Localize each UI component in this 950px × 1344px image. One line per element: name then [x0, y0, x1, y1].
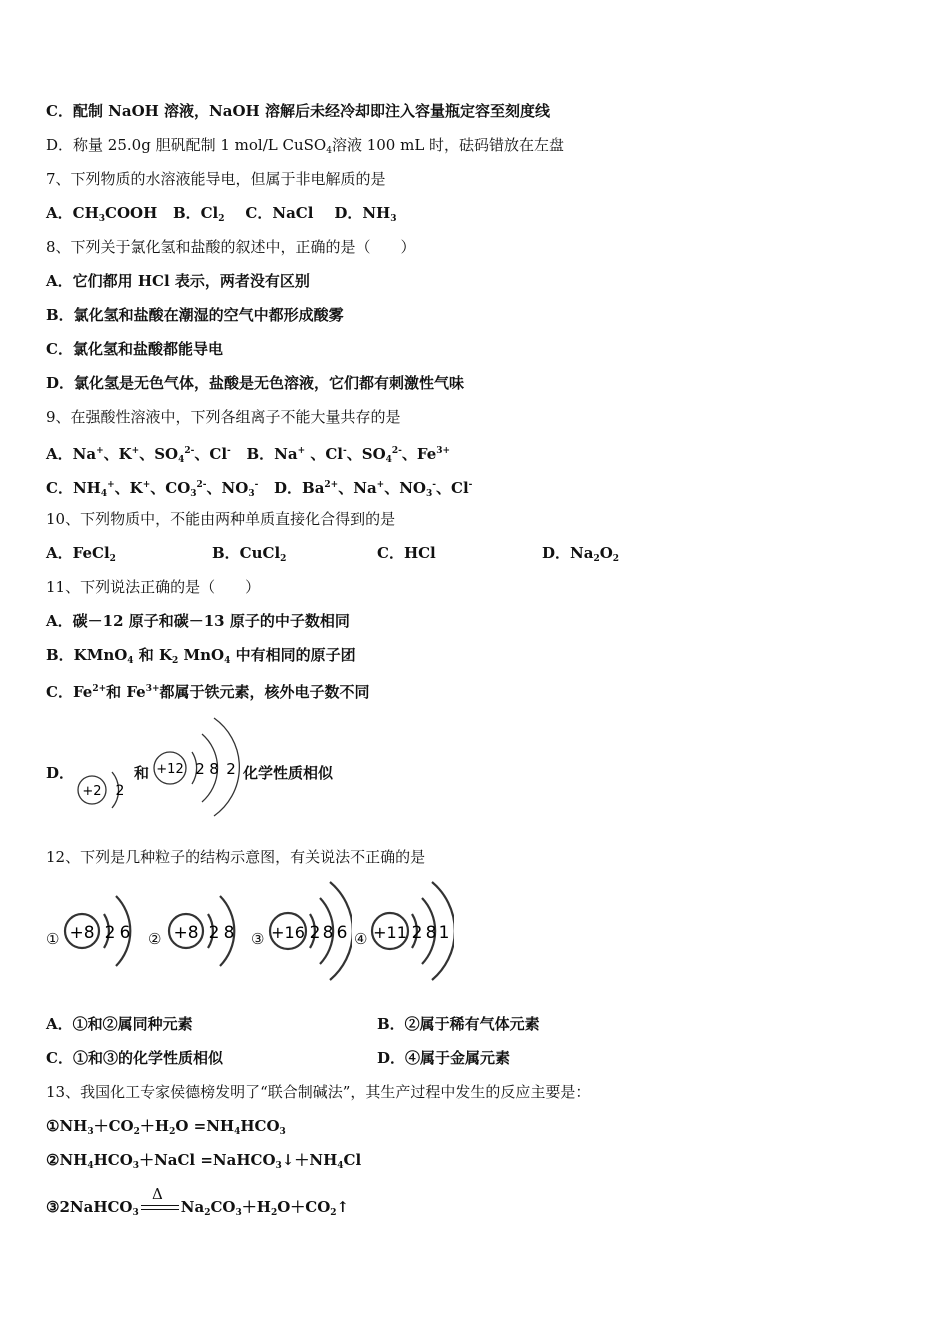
q10-option-d: D．$Na_2O_2$	[542, 544, 620, 564]
q10-option-c: C．HCl	[377, 544, 436, 562]
svg-text:+2: +2	[82, 784, 102, 799]
svg-text:1: 1	[438, 923, 450, 943]
svg-text:2: 2	[411, 923, 423, 943]
svg-text:+11: +11	[373, 923, 407, 942]
q13-stem: 13、我国化工专家侯德榜发明了“联合制碱法”，其生产过程中发生的反应主要是：	[46, 1083, 591, 1101]
q13-reaction-1: $①NH_3+CO_2+H_2O =NH_4HCO_3$	[46, 1117, 286, 1137]
svg-text:+12: +12	[156, 762, 184, 777]
q11-option-d-and: 和	[134, 764, 150, 782]
q10-option-a: A．FeCl$_2$	[46, 544, 116, 564]
svg-text:6: 6	[336, 923, 348, 943]
svg-text:2: 2	[195, 760, 205, 778]
q12-option-b: B．②属于稀有气体元素	[377, 1015, 540, 1033]
q12-label-3: ③	[251, 930, 265, 948]
q8-option-c: C．氯化氢和盐酸都能导电	[46, 340, 223, 358]
svg-text:2: 2	[226, 760, 236, 778]
svg-text:2: 2	[208, 923, 220, 943]
q11-option-c: C．$Fe^{2+}$和 $Fe^{3+}$都属于铁元素，核外电子数不同	[46, 683, 370, 701]
q12-option-d: D．④属于金属元素	[377, 1049, 511, 1067]
svg-text:+16: +16	[271, 923, 305, 942]
q11-option-d-label: D．	[46, 764, 75, 782]
svg-text:8: 8	[425, 923, 437, 943]
q9-options-cd: C．$NH_4^+$、K+、$CO_3^{2-}$、$NO_3^-$ D．$Ba^{2+}$、Na+、$NO_3^-$、Cl-	[46, 479, 473, 499]
svg-text:6: 6	[119, 923, 131, 943]
atom-diagram-helium	[72, 760, 132, 810]
q6-option-c: C．配制 NaOH 溶液，NaOH 溶解后未经冷却即注入容量瓶定容至刻度线	[46, 102, 550, 120]
q6-option-d: D．称量 25.0g 胆矾配制 1 mol/L CuSO$_4$溶液 100 mL 时，砝码错放在左盘	[46, 136, 565, 156]
svg-text:8: 8	[322, 923, 334, 943]
q7-stem: 7、下列物质的水溶液能导电，但属于非电解质的是	[46, 170, 386, 188]
svg-text:2: 2	[104, 923, 116, 943]
q11-option-a: A．碳－12 原子和碳－13 原子的中子数相同	[46, 612, 350, 630]
q9-stem: 9、在强酸性溶液中，下列各组离子不能大量共存的是	[46, 408, 401, 426]
q12-option-c: C．①和③的化学性质相似	[46, 1049, 223, 1067]
q12-stem: 12、下列是几种粒子的结构示意图，有关说法不正确的是	[46, 848, 426, 866]
q12-label-4: ④	[354, 930, 368, 948]
atom-diagram-sodium	[370, 878, 454, 986]
q10-stem: 10、下列物质中，不能由两种单质直接化合得到的是	[46, 510, 396, 528]
delta-heat-symbol: Δ	[152, 1185, 163, 1203]
q10-option-b: B．CuCl$_2$	[212, 544, 287, 564]
svg-text:2: 2	[309, 923, 321, 943]
svg-text:8: 8	[209, 760, 219, 778]
svg-text:+8: +8	[173, 923, 199, 943]
q7-options: A．$CH_3COOH$ B．$Cl_2$ C．NaCl D．$NH_3$	[46, 204, 397, 224]
svg-text:+8: +8	[69, 923, 95, 943]
atom-diagram-oxide-ion	[166, 888, 236, 978]
q12-label-1: ①	[46, 930, 60, 948]
q11-option-d-text: 化学性质相似	[243, 764, 334, 782]
q8-option-a: A．它们都用 HCl 表示，两者没有区别	[46, 272, 310, 290]
q11-option-b: B．KMnO$_4$ 和 $K_2$ MnO$_4$ 中有相同的原子团	[46, 646, 356, 666]
q13-reaction-3: ③2NaHCO$_3$ $Na_2CO_3+H_2O+CO_2↑$	[46, 1198, 350, 1218]
q11-stem: 11、下列说法正确的是（ ）	[46, 578, 261, 596]
q12-option-a: A．①和②属同种元素	[46, 1015, 193, 1033]
atom-diagram-sulfur	[268, 878, 352, 986]
q13-reaction-2: $②NH_4HCO_3+NaCl$ $=NaHCO_3↓+NH_4Cl$	[46, 1151, 362, 1171]
atom-diagram-oxygen	[62, 888, 132, 978]
q8-option-b: B．氯化氢和盐酸在潮湿的空气中都形成酸雾	[46, 306, 344, 324]
atom-diagram-magnesium	[150, 712, 242, 820]
q12-label-2: ②	[148, 930, 162, 948]
svg-text:8: 8	[223, 923, 235, 943]
q9-options-ab: A．Na+、K+、$SO_4^{2-}$、Cl- B．Na+ 、Cl-、$SO_4^{2-}$、$Fe^{3+}$	[46, 445, 451, 465]
q8-stem: 8、下列关于氯化氢和盐酸的叙述中，正确的是（ ）	[46, 238, 416, 256]
svg-text:2: 2	[115, 783, 125, 799]
q8-option-d: D．氯化氢是无色气体，盐酸是无色溶液，它们都有刺激性气味	[46, 374, 465, 392]
